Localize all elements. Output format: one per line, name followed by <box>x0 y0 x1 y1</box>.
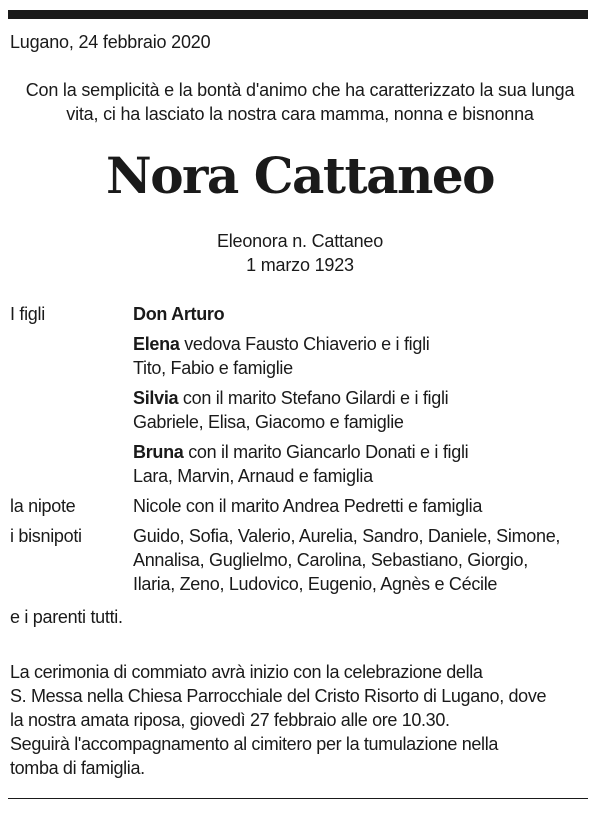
bottom-border-rule <box>8 798 588 799</box>
family-member-name: Bruna <box>133 442 184 462</box>
relatives-text: e i parenti tutti. <box>10 607 123 627</box>
ceremony-line: tomba di famiglia. <box>10 758 145 778</box>
ceremony-text <box>10 660 590 780</box>
family-group-label: i bisnipoti <box>10 526 82 546</box>
family-entry-line: Annalisa, Guglielmo, Carolina, Sebastiano, Giorgio, <box>133 550 528 570</box>
family-entry-line <box>133 440 600 464</box>
family-member-detail: vedova Fausto Chiaverio e i figli <box>179 334 430 354</box>
family-entry-line: Guido, Sofia, Valerio, Aurelia, Sandro, Daniele, Simone, <box>133 526 561 546</box>
family-member-children: Lara, Marvin, Arnaud e famiglia <box>133 466 373 486</box>
family-member-name: Silvia <box>133 388 179 408</box>
family-member-name: Don Arturo <box>133 304 225 324</box>
family-member-detail: con il marito Stefano Gilardi e i figli <box>178 388 449 408</box>
family-entry-line <box>133 302 600 326</box>
family-group-label: I figli <box>10 304 45 324</box>
birth-info <box>0 229 600 277</box>
family-list <box>0 302 600 596</box>
family-entries <box>133 494 600 518</box>
ceremony-line: la nostra amata riposa, giovedì 27 febbraio alle ore 10.30. <box>10 710 450 730</box>
birth-full-name: Eleonora n. Cattaneo <box>216 231 384 251</box>
family-entry <box>133 386 600 434</box>
family-entry-line: Ilaria, Zeno, Ludovico, Eugenio, Agnès e Cécile <box>133 574 498 594</box>
deceased-name: Nora Cattaneo <box>106 146 494 205</box>
family-group-figli <box>0 302 600 488</box>
family-entry <box>133 440 600 488</box>
top-border-rule <box>8 10 588 19</box>
family-entry <box>133 302 600 326</box>
place-date: Lugano, 24 febbraio 2020 <box>10 32 211 52</box>
family-member-children: Tito, Fabio e famiglie <box>133 358 293 378</box>
family-group-label: la nipote <box>10 496 76 516</box>
ceremony-line: S. Messa nella Chiesa Parrocchiale del Cristo Risorto di Lugano, dove <box>10 686 547 706</box>
intro-line: Con la semplicità e la bontà d'animo che ha caratterizzato la sua lunga <box>25 80 575 100</box>
family-entries <box>133 302 600 488</box>
family-entry-line <box>133 386 600 410</box>
family-entries <box>133 524 600 596</box>
family-entry-line: Nicole con il marito Andrea Pedretti e famiglia <box>133 496 483 516</box>
ceremony-line: Seguirà l'accompagnamento al cimitero per la tumulazione nella <box>10 734 499 754</box>
intro-text <box>0 78 600 126</box>
ceremony-line: La cerimonia di commiato avrà inizio con la celebrazione della <box>10 662 483 682</box>
family-entry-line <box>133 332 600 356</box>
family-entry <box>133 332 600 380</box>
family-group-bisnipoti <box>0 524 600 596</box>
family-member-detail: con il marito Giancarlo Donati e i figli <box>183 442 469 462</box>
birth-date: 1 marzo 1923 <box>246 255 354 275</box>
family-member-children: Gabriele, Elisa, Giacomo e famiglie <box>133 412 404 432</box>
family-group-nipote <box>0 494 600 518</box>
intro-line: vita, ci ha lasciato la nostra cara mamma, nonna e bisnonna <box>66 104 534 124</box>
family-member-name: Elena <box>133 334 180 354</box>
